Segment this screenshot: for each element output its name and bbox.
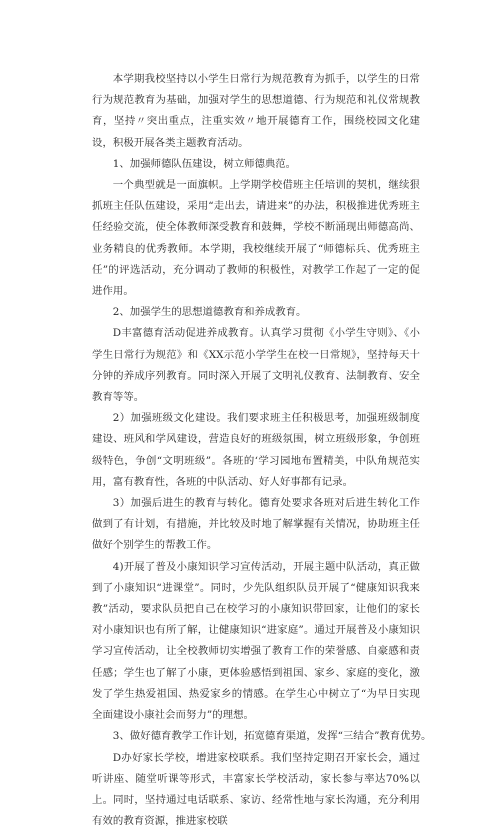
section2-item4-paragraph: 4)开展了普及小康知识学习宣传活动，开展主题中队活动，真正做到了小康知识“进课堂”。同时，少先队组织队员开展了“健康知识我来教”活动，要求队员把自己在校学习的小康知识带回家，让他们的家长对小康知识也有所了解，让健康知识“进家庭”。通过开展普及小康知识学习宣传活动，让全校教师切实增强了教育工作的荣誉感、自豪感和责任感；学生也了解了小康，更体验感悟到祖国、家乡、家庭的变化，激发了学生热爱祖国、热爱家乡的情感。在学生心中树立了“为早日实现全面建设小康社会而努力”的理想。 — [92, 557, 420, 727]
section2-item2-paragraph: 2）加强班级文化建设。我们要求班主任积极思考，加强班级制度建设、班风和学风建设，营造良好的班级氛围，树立班级形象，争创班级特色，争创“文明班级”。各班的‘学习园地布置精美，中队角规范实用，富有教育性，各班的中队活动、好人好事都有记录。 — [92, 408, 420, 493]
document-body — [92, 69, 420, 832]
intro-paragraph: 本学期我校坚持以小学生日常行为规范教育为抓手，以学生的日常行为规范教育为基础，加强对学生的思想道德、行为规范和礼仪常规教育，坚持〃突出重点，注重实效〃地开展德育工作，围绕校园文化建设，积极开展各类主题教育活动。 — [92, 69, 420, 154]
section2-item3-paragraph: 3）加强后进生的教育与转化。德育处要求各班对后进生转化工作做到了有计划，有措施，并比较及时地了解掌握有关情况，协助班主任做好个别学生的帮教工作。 — [92, 493, 420, 557]
section1-heading: 1、加强师德队伍建设，树立师德典范。 — [92, 154, 420, 175]
section2-heading: 2、加强学生的思想道德教育和养成教育。 — [92, 302, 420, 323]
section3-heading: 3、做好德育教学工作计划，拓宽德育渠道，发挥“三结合”教育优势。 — [92, 726, 420, 747]
section2-item1-paragraph: D丰富德育活动促进养成教育。认真学习贯彻《小学生守则》、《小学生日常行为规范》和《XX示范小学学生在校一日常规》，坚持每天十分钟的养成序列教育。同时深入开展了文明礼仪教育、法制教育、安全教育等等。 — [92, 323, 420, 408]
section3-paragraph: D办好家长学校，增进家校联系。我们坚持定期召开家长会，通过听讲座、随堂听课等形式，丰富家长学校活动，家长参与率达70%以上。同时，坚持通过电话联系、家访、经常性地与家长沟通，充分利用有效的教育资源，推进家校联 — [92, 748, 420, 832]
section1-paragraph: 一个典型就是一面旗帜。上学期学校借班主任培训的契机，继续狠抓班主任队伍建设，采用“走出去，请进来”的办法，积极推进优秀班主任经验交流，使全体教师深受教育和鼓舞，学校不断涌现出师德高尚、业务精良的优秀教师。本学期，我校继续开展了“师德标兵、优秀班主任”的评选活动，充分调动了教师的积极性，对教学工作起了一定的促进作用。 — [92, 175, 420, 302]
